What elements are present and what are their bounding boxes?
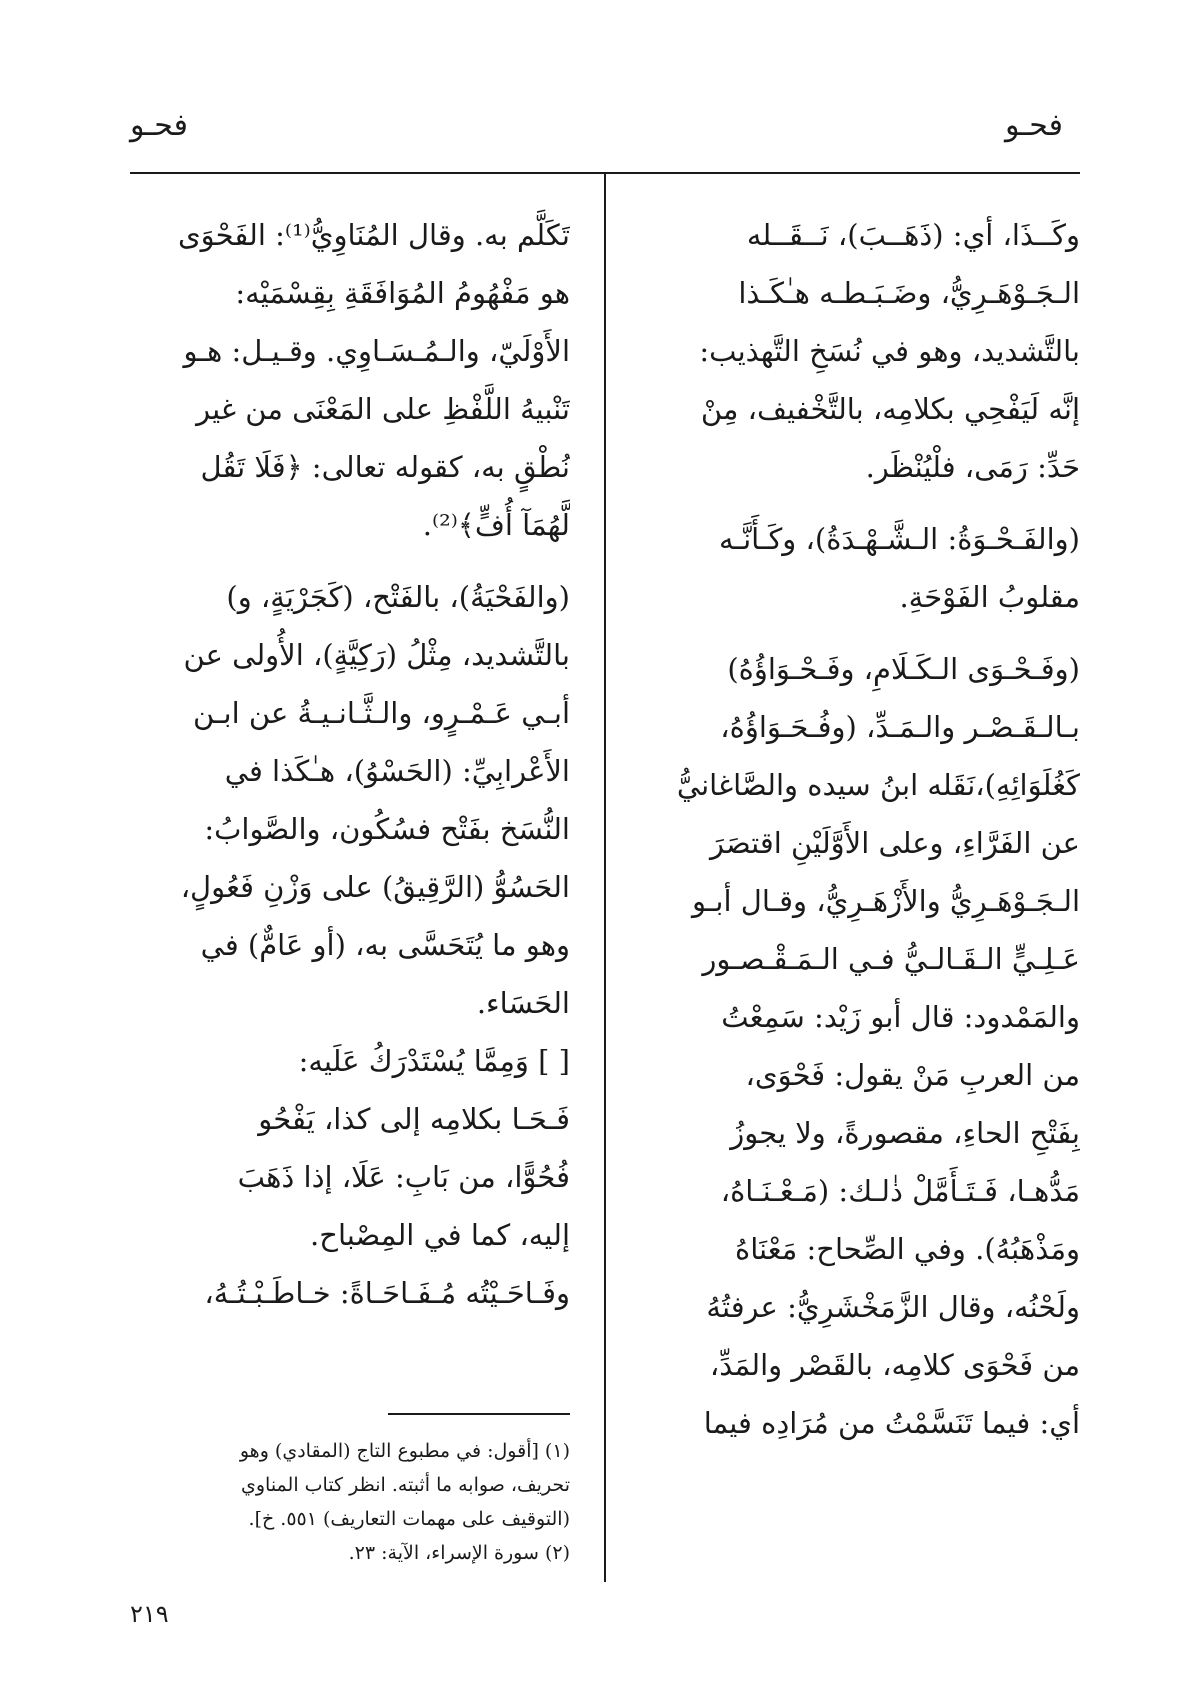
text-line: بالتَّشديد، مِثْلُ (رَكِيَّةٍ)، الأُولى عن bbox=[183, 638, 570, 672]
running-header-right: فحـو bbox=[1005, 108, 1063, 143]
text-line: (وفَـحْـوَى الـكَـلَامِ، وفَـحْـوَاؤُهُ) bbox=[727, 652, 1080, 686]
footnote-rule bbox=[388, 1413, 570, 1415]
right-column bbox=[638, 206, 1080, 1452]
text-line: من العربِ مَنْ يقول: فَحْوَى، bbox=[745, 1058, 1080, 1092]
footnote-line: (٢) سورة الإسراء، الآية: ٢٣. bbox=[348, 1542, 570, 1564]
footnote-line: (التوقيف على مهمات التعاريف) ٥٥١. خ]. bbox=[248, 1508, 570, 1530]
text-line: فُحُوًّا، من بَابِ: عَلَا، إذا ذَهَبَ bbox=[237, 1160, 570, 1194]
text-line: مَدُّهـا، فَـتَـأَمَّلْ ذٰلـك: (مَـعْـنَـاهُ، bbox=[720, 1174, 1080, 1208]
text-line: مقلوبُ الفَوْحَةِ. bbox=[899, 580, 1080, 614]
text-line: عَـلِـيٍّ الـقَـالـيُّ فـي الـمَـقْـصـور bbox=[702, 942, 1080, 976]
text-line: هو مَفْهُومُ المُوَافَقَةِ بِقِسْمَيْه: bbox=[235, 276, 570, 310]
text-line: وهو ما يُتَحَسَّى به، (أو عَامٌّ) في bbox=[200, 928, 570, 962]
text-line: أبـي عَـمْـرٍو، والـثَّـانـيـةُ عن ابـن bbox=[192, 696, 570, 730]
text-line: لَّهُمَآ أُفٍّ﴾⁽²⁾. bbox=[422, 508, 570, 542]
text-line: وفَـاحَـيْتُه مُـفَـاحَـاةً: خـاطَـبْـتُـهُ، bbox=[204, 1276, 570, 1310]
footnote-line: تحريف، صوابه ما أثبته. انظر كتاب المناوي bbox=[240, 1474, 570, 1496]
paragraph-gap bbox=[130, 554, 570, 568]
text-line: الحَسُوُّ (الرَّقِيقُ) على وَزْنِ فَعُولٍ، bbox=[180, 870, 570, 904]
text-line: (والفَـحْـوَةُ: الـشَّـهْـدَةُ)، وكَـأَنَّـه bbox=[719, 522, 1080, 556]
text-line: [ ] وَمِمَّا يُسْتَدْرَكُ عَلَيه: bbox=[298, 1044, 570, 1078]
text-line: أي: فيما تَنَسَّمْتُ من مُرَادِه فيما bbox=[703, 1406, 1080, 1440]
column-divider bbox=[604, 174, 606, 1582]
text-line: من فَحْوَى كلامِه، بالقَصْر والمَدِّ، bbox=[709, 1348, 1080, 1382]
page-number: ٢١٩ bbox=[130, 1600, 169, 1628]
text-line: تَنْبيهُ اللَّفْظِ على المَعْنَى من غير bbox=[196, 392, 570, 426]
text-line: تَكَلَّم به. وقال المُنَاوِيُّ⁽¹⁾: الفَحْوَى bbox=[177, 218, 570, 252]
text-line: إنَّه لَيَفْحِي بكلامِه، بالتَّخْفيف، مِنْ bbox=[700, 392, 1080, 426]
text-line: وكَــذَا، أي: (ذَهَــبَ)، نَــقَــله bbox=[746, 218, 1080, 252]
paragraph-gap bbox=[638, 626, 1080, 640]
text-line: النُّسَخ بفَتْح فسُكُون، والصَّوابُ: bbox=[204, 812, 570, 846]
text-line: الأَوْلَيّ، والـمُـسَـاوِي. وقـيـل: هـو bbox=[183, 334, 570, 368]
text-line: ولَحْنُه، وقال الزَّمَخْشَرِيُّ: عرفتُهُ bbox=[706, 1290, 1080, 1324]
text-line: والمَمْدود: قال أبو زَيْد: سَمِعْتُ bbox=[721, 1000, 1080, 1034]
text-line: بِفَتْحِ الحاءِ، مقصورةً، ولا يجوزُ bbox=[730, 1116, 1080, 1150]
text-line: عن الفَرَّاءِ، وعلى الأَوَّلَيْنِ اقتصَرَ bbox=[709, 826, 1080, 860]
text-line: الـجَـوْهَـرِيُّ، وضَـبَـطـه هـٰكَـذا bbox=[738, 276, 1080, 310]
text-line: فَـحَـا بكلامِه إلى كذا، يَفْحُو bbox=[258, 1102, 570, 1136]
text-line: بالتَّشديد، وهو في نُسَخِ التَّهذيب: bbox=[699, 334, 1080, 368]
running-header-left: فحـو bbox=[130, 108, 188, 143]
text-line: حَدِّ: رَمَى، فلْيُنْظَر. bbox=[865, 450, 1080, 484]
footnotes bbox=[130, 1434, 570, 1570]
text-line: بـالـقَـصْـر والـمَـدِّ، (وفُـحَـوَاؤُهُ، bbox=[720, 710, 1080, 744]
text-line: ومَذْهَبُهُ). وفي الصِّحاح: مَعْنَاهُ bbox=[735, 1232, 1080, 1266]
text-line: الـجَـوْهَـرِيُّ والأَزْهَـرِيُّ، وقـال أبـو bbox=[691, 884, 1080, 918]
text-line: (والفَحْيَةُ)، بالفَتْح، (كَجَرْيَةٍ، و) bbox=[226, 580, 570, 614]
paragraph-gap bbox=[638, 496, 1080, 510]
text-line: كَغُلَوَائِهِ)،نَقَله ابنُ سيده والصَّاغانيُّ bbox=[676, 768, 1080, 802]
left-column bbox=[130, 206, 570, 1322]
text-line: الأَعْرابِيِّ: (الحَسْوُ)، هـٰكَذا في bbox=[224, 754, 570, 788]
text-line: نُطْقٍ به، كقوله تعالى: ﴿فَلَا تَقُل bbox=[200, 450, 570, 484]
text-line: إليه، كما في المِصْباح. bbox=[310, 1218, 570, 1252]
text-line: الحَسَاء. bbox=[476, 986, 570, 1020]
footnote-line: (١) [أقول: في مطبوع التاج (المقادي) وهو bbox=[239, 1440, 570, 1462]
